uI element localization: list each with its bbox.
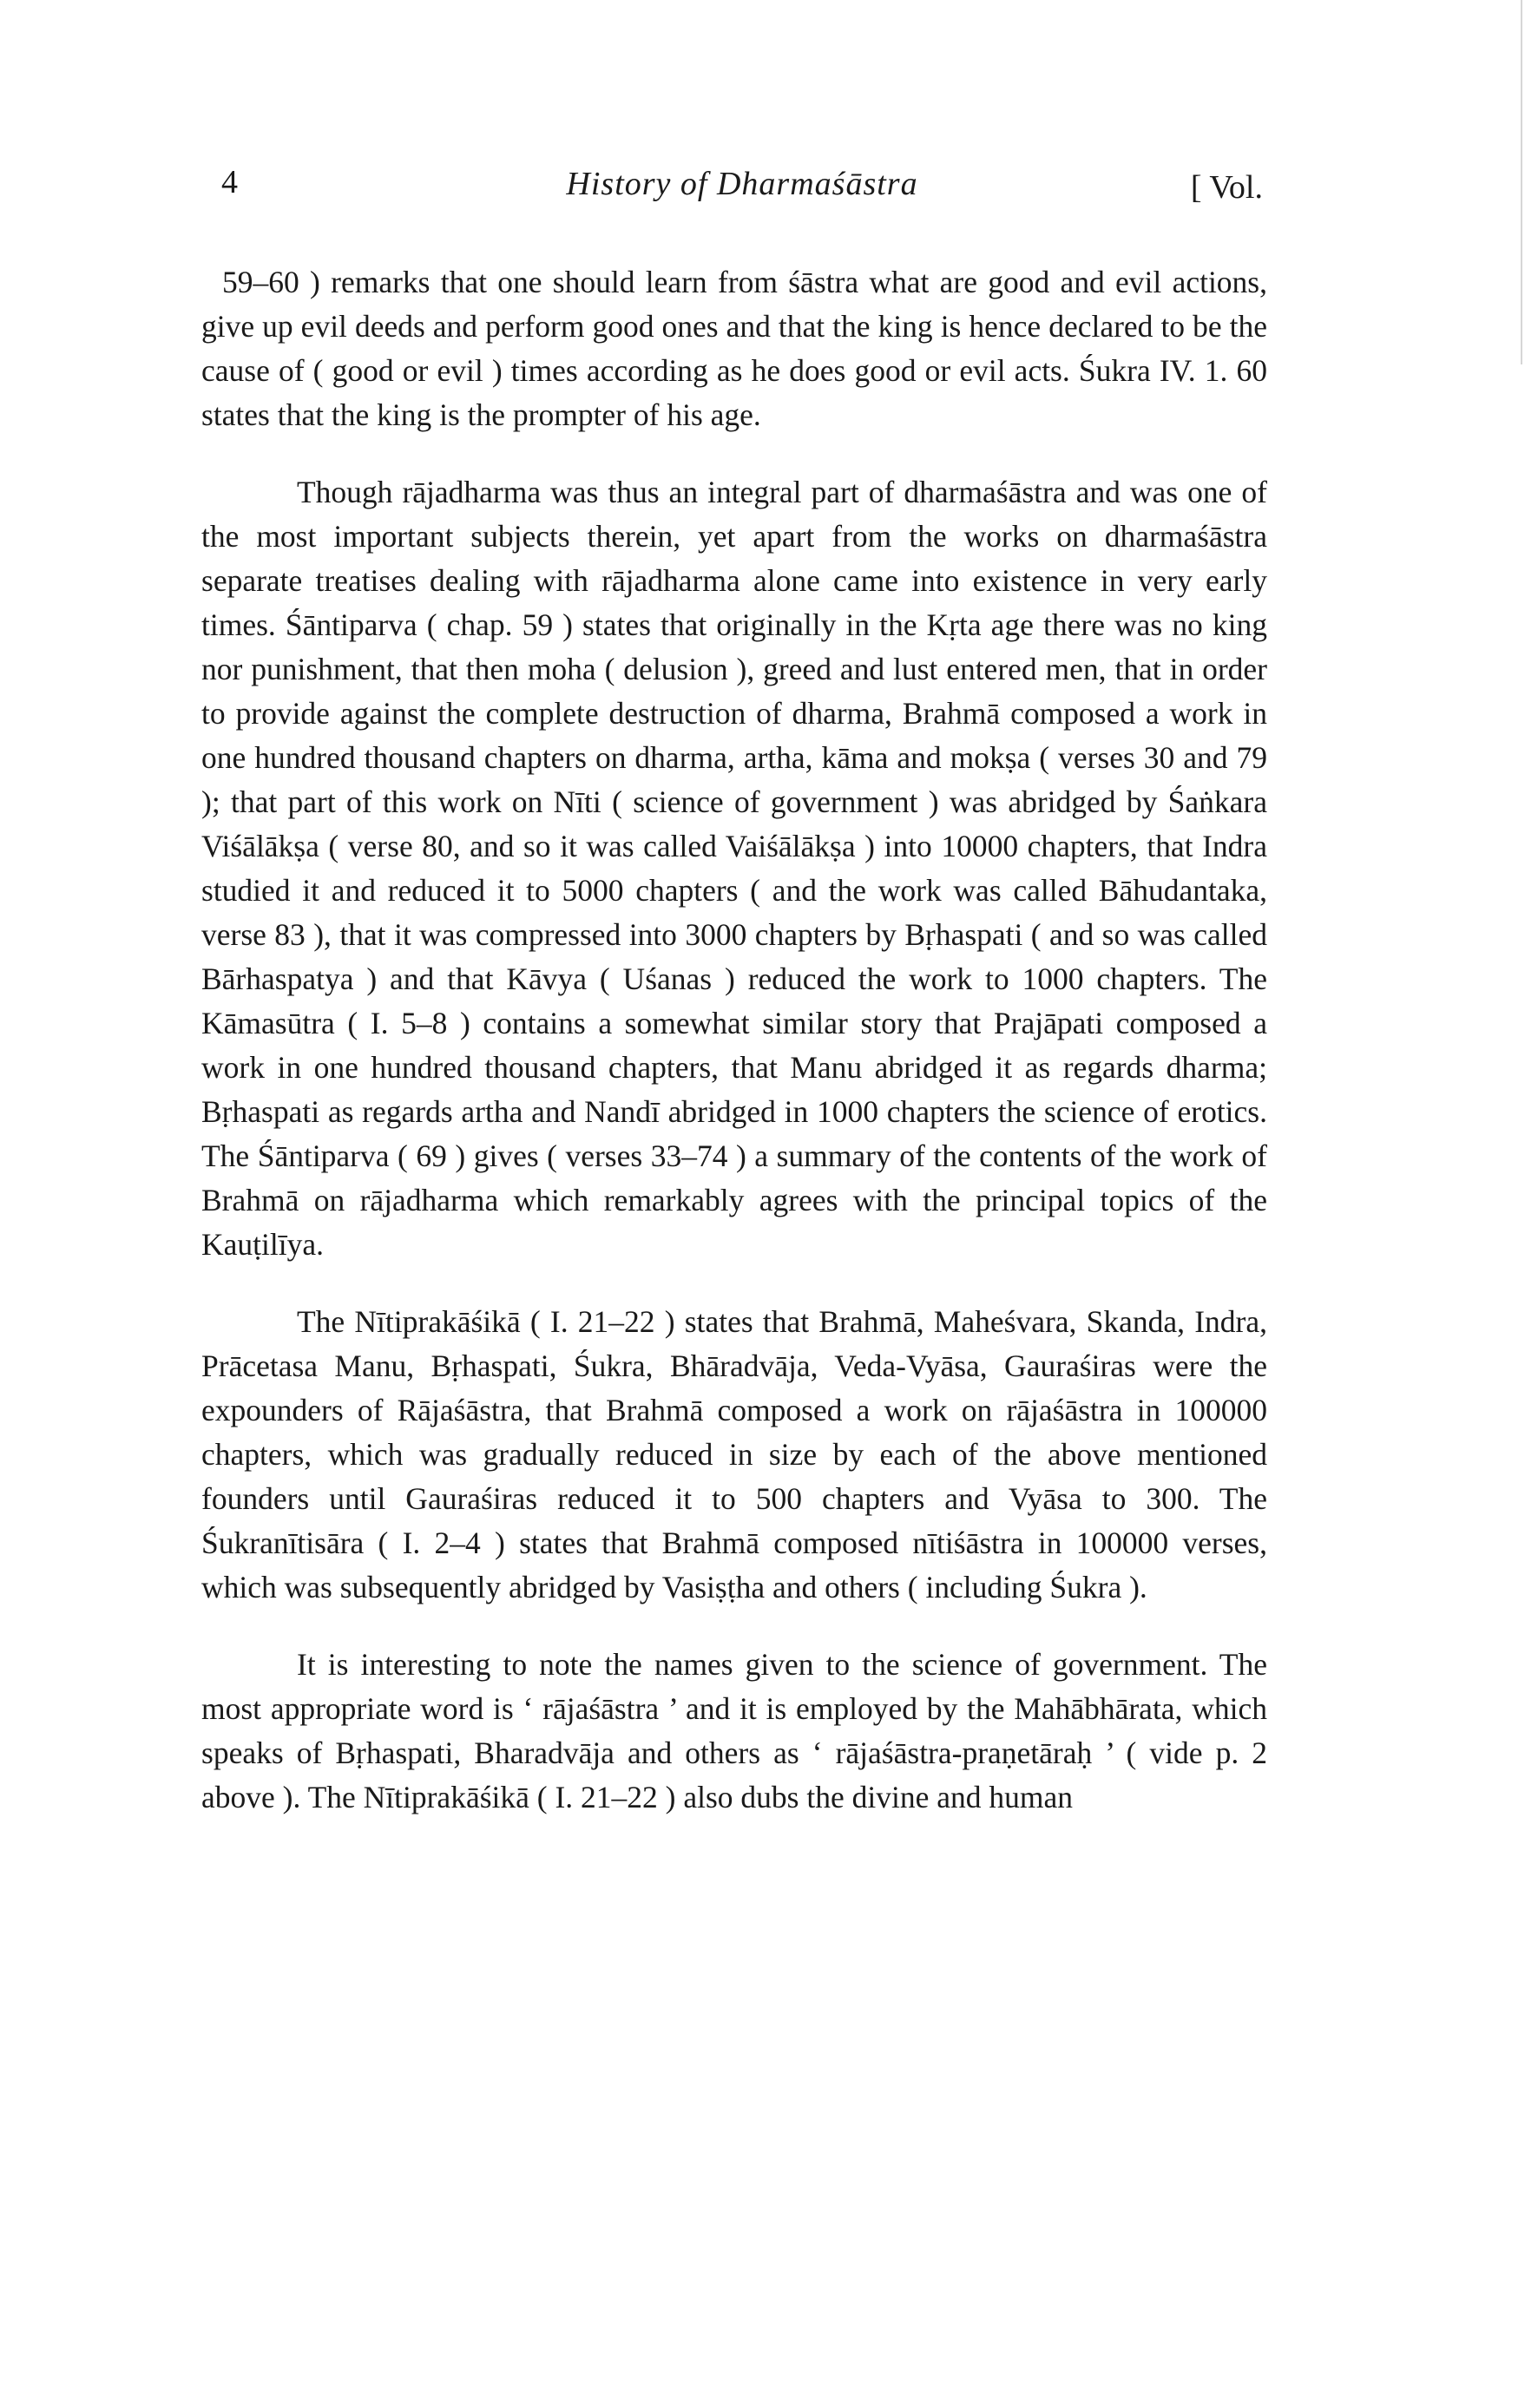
paragraph-continued: 59–60 ) remarks that one should learn from śāstra what are good and evil actions, give up evil deeds and perform good ones and that the king is hence declared to be the cause of ( good or evil ) times according as he does good or evil acts. Śukra IV. 1. 60 states that the king is the prompter of his age. [201, 265, 1267, 432]
paragraph-nitiprakasika: The Nītiprakāśikā ( I. 21–22 ) states that Brahmā, Maheśvara, Skanda, Indra, Prācetasa Manu, Bṛhaspati, Śukra, Bhāradvāja, Veda-Vyāsa, Gauraśiras were the expounders of Rājaśāstra, that Brahmā composed a work on rājaśāstra in 100000 chapters, which was gradually reduced in size by each of the above mentioned founders until Gauraśiras reduced it to 500 chapters and Vyāsa to 300. The Śukranītisāra ( I. 2–4 ) states that Brahmā composed nītiśāstra in 100000 verses, which was subsequently abridged by Vasiṣṭha and others ( including Śukra ). [201, 1304, 1267, 1604]
paragraph-rajadharma: Though rājadharma was thus an integral part of dharmaśāstra and was one of the most important subjects therein, yet apart from the works on dharmaśāstra separate treatises dealing with rājadharma alone came into existence in very early times. Śāntiparva ( chap. 59 ) states that originally in the Kṛta age there was no king nor punishment, that then moha ( delusion ), greed and lust entered men, that in order to provide against the complete destruction of dharma, Brahmā composed a work in one hundred thousand chapters on dharma, artha, kāma and mokṣa ( verses 30 and 79 ); that part of this work on Nīti ( science of government ) was abridged by Śaṅkara Viśālākṣa ( verse 80, and so it was called Vaiśālākṣa ) into 10000 chapters, that Indra studied it and reduced it to 5000 chapters ( and the work was called Bāhudantaka, verse 83 ), that it was compressed into 3000 chapters by Bṛhaspati ( and so was called Bārhaspatya ) and that Kāvya ( Uśanas ) reduced the work to 1000 chapters. The Kāmasūtra ( I. 5–8 ) contains a somewhat similar story that Prajāpati composed a work in one hundred thousand chapters, that Manu abridged it as regards dharma; Bṛhaspati as regards artha and Nandī abridged in 1000 chapters the science of erotics. The Śāntiparva ( 69 ) gives ( verses 33–74 ) a summary of the contents of the work of Brahmā on rājadharma which remarkably agrees with the principal topics of the Kauṭilīya. [201, 475, 1267, 1262]
paragraph-names-of-science: It is interesting to note the names given to the science of government. The most appropriate word is ‘ rājaśāstra ’ and it is employed by the Mahābhārata, which speaks of Bṛhaspati, Bharadvāja and others as ‘ rājaśāstra-praṇetāraḥ ’ ( vide p. 2 above ). The Nītiprakāśikā ( I. 21–22 ) also dubs the divine and human [201, 1647, 1267, 1814]
page-edge-mark [1521, 0, 1522, 364]
volume-label: [ Vol. [1190, 169, 1263, 206]
page-number: 4 [221, 164, 238, 200]
running-title: History of Dharmaśāstra [566, 166, 918, 202]
running-header [221, 163, 1263, 215]
body-text [201, 260, 1267, 1820]
